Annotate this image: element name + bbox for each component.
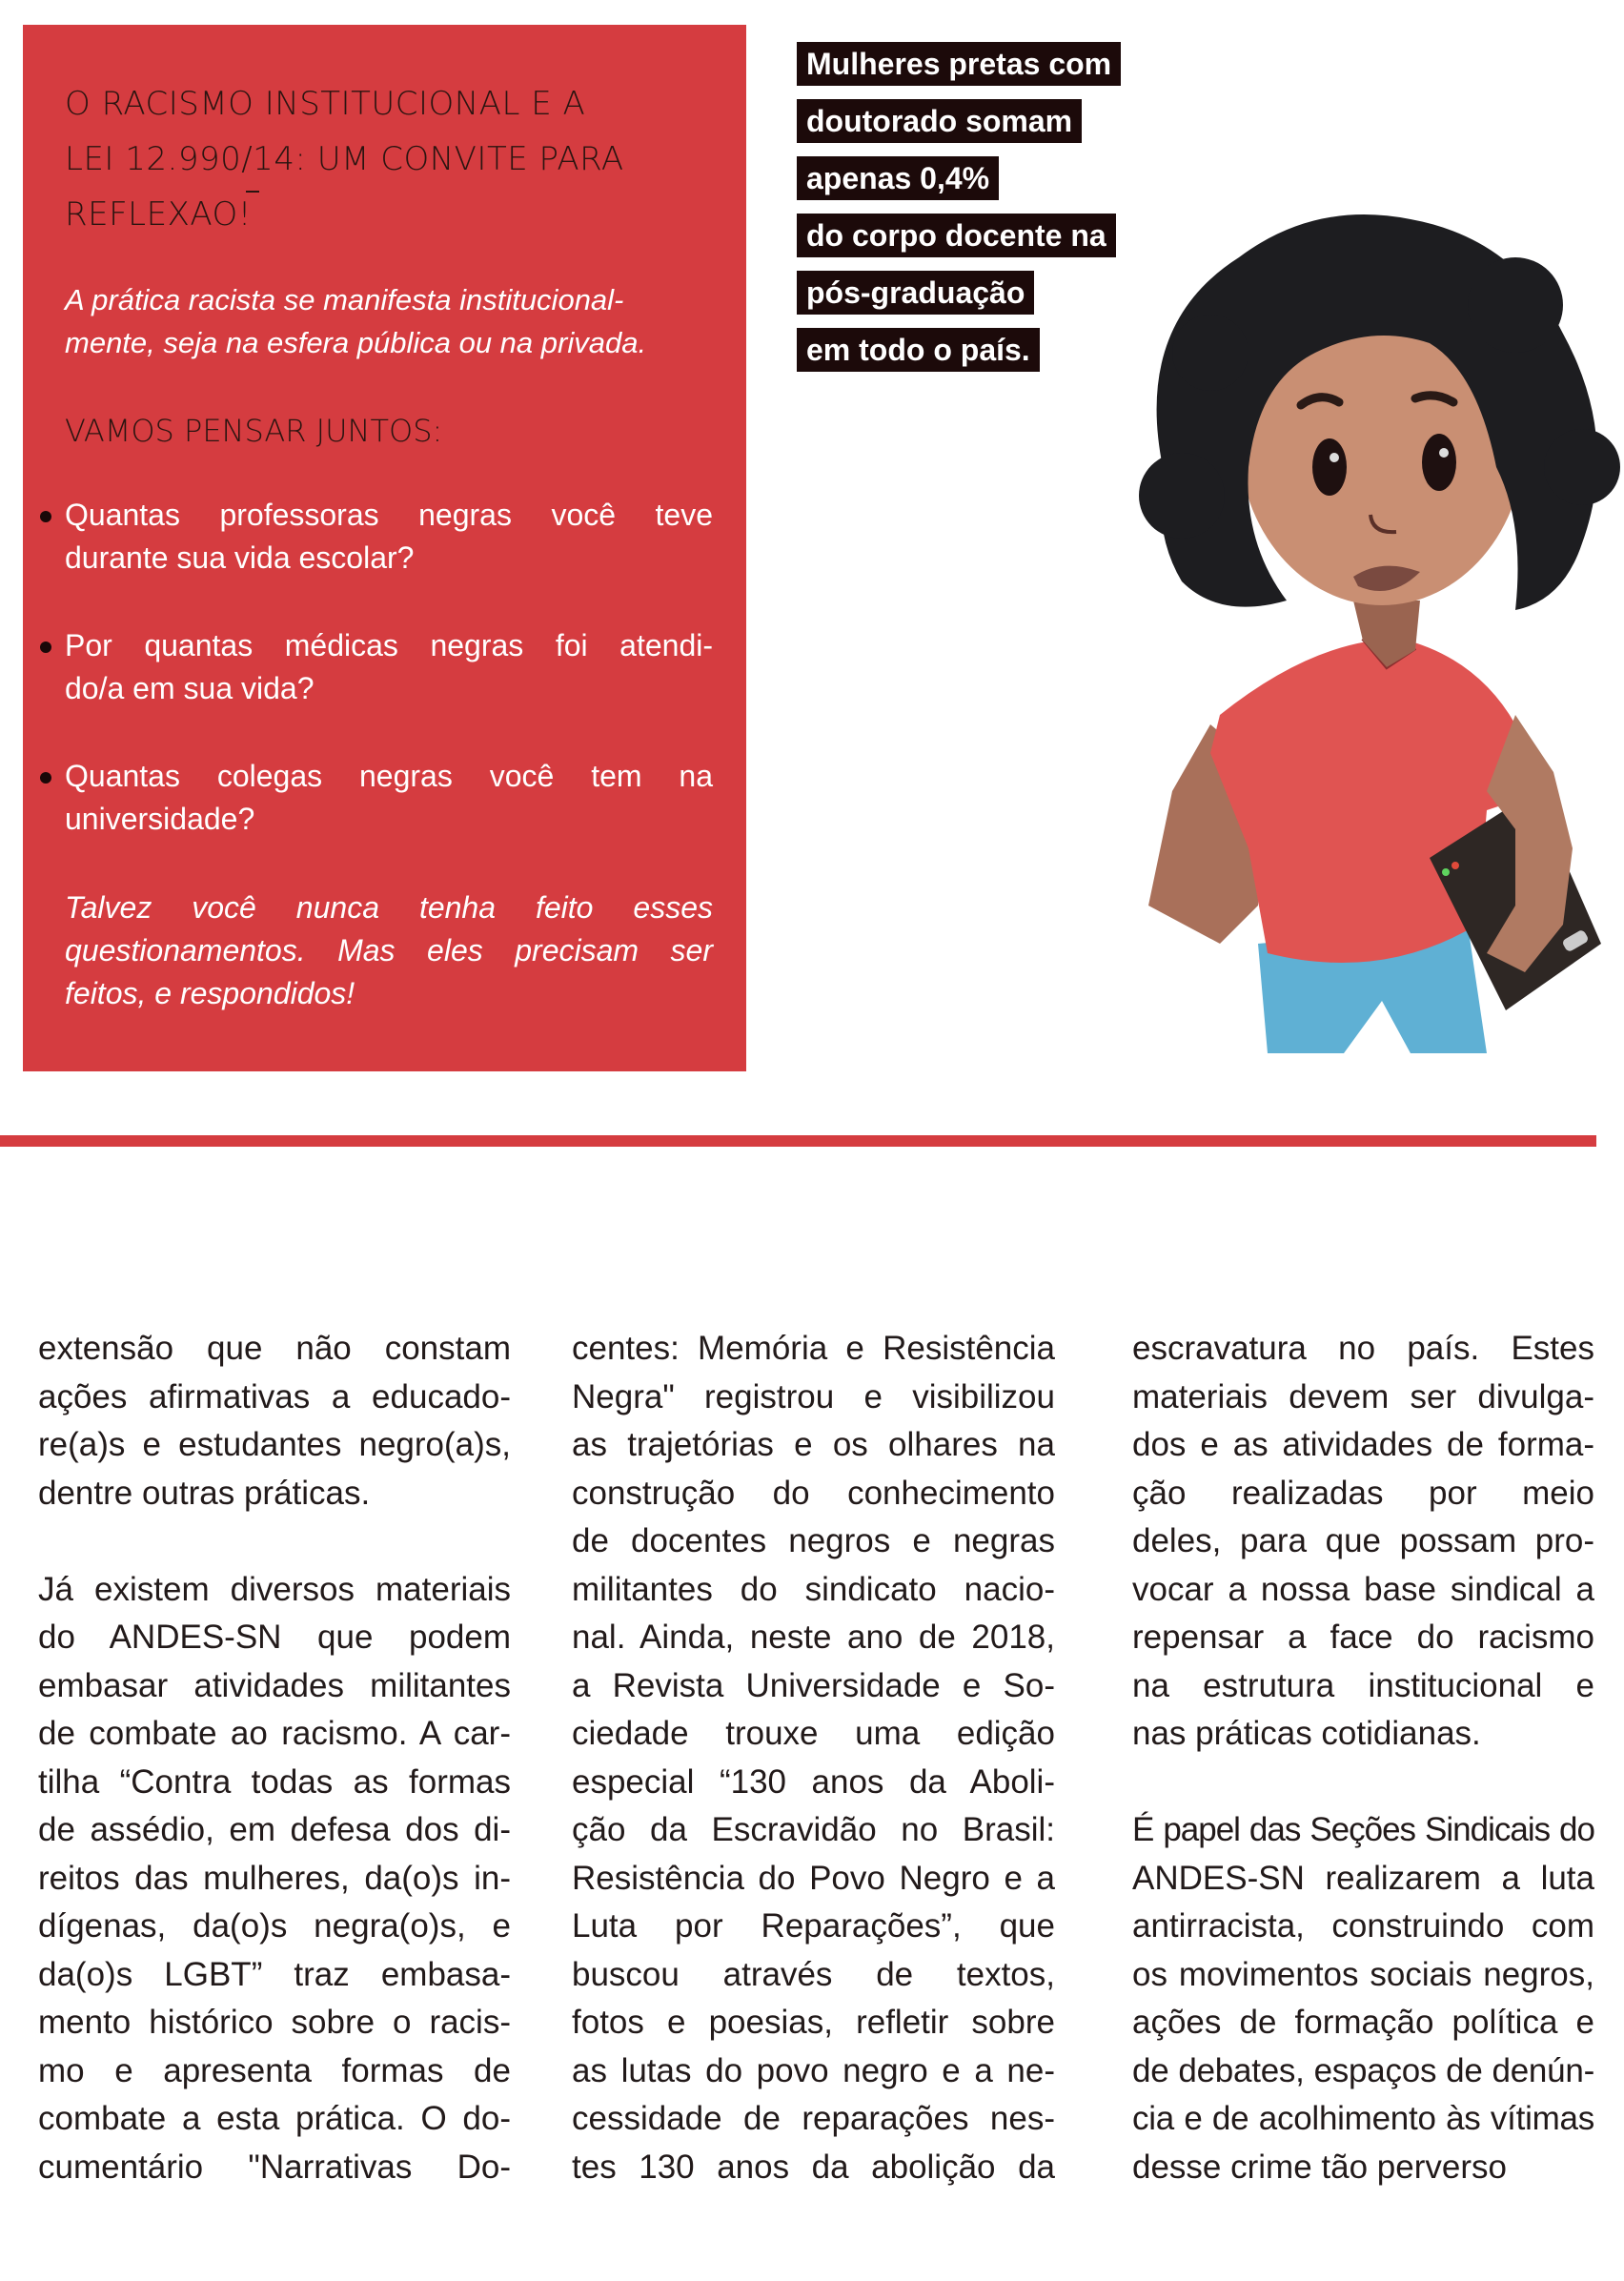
bullet-icon	[40, 772, 51, 784]
article-column-1	[38, 1325, 511, 2191]
question-item	[65, 755, 713, 841]
text-line: materiais devem ser divulga-	[1132, 1377, 1594, 1415]
text-line: ações de formação política e	[1132, 2004, 1594, 2041]
left-eye	[1312, 438, 1347, 496]
question-line: do/a em sua vida?	[65, 671, 315, 705]
text-line: deles, para que possam pro-	[1132, 1522, 1594, 1559]
callout-text: pós-graduação	[797, 271, 1034, 315]
title-line: LEI 12.990/14: UM CONVITE PARA	[65, 140, 624, 178]
paragraph-gap	[38, 1517, 511, 1566]
callout-text: do corpo docente na	[797, 214, 1116, 257]
text-line: Resistência do Povo Negro e a	[572, 1859, 1055, 1897]
text-line: tilha “Contra todas as formas	[38, 1762, 511, 1801]
section-divider	[0, 1135, 1596, 1147]
text-line: fotos e poesias, refletir sobre	[572, 2004, 1055, 2041]
closing-line: questionamentos. Mas eles precisam ser	[65, 933, 713, 967]
box-intro	[65, 278, 713, 364]
text-line: as trajetórias e os olhares na	[572, 1426, 1055, 1463]
text-line: embasar atividades militantes	[38, 1666, 511, 1704]
intro-line: mente, seja na esfera pública ou na privada.	[65, 326, 647, 359]
accent-mark	[246, 191, 259, 193]
text-line: de docentes negros e negras	[572, 1522, 1055, 1559]
text-line: escravatura no país. Estes	[1132, 1330, 1594, 1367]
closing-line: Talvez você nunca tenha feito esses	[65, 890, 713, 925]
text-line: de debates, espaços de denún-	[1132, 2051, 1594, 2089]
text-line: mento histórico sobre o racis-	[38, 2004, 511, 2041]
bullet-icon	[40, 511, 51, 522]
text-line: cumentário "Narrativas Do-	[38, 2148, 511, 2186]
callout-line	[797, 99, 1121, 143]
text-line: combate a esta prática. O do-	[38, 2100, 511, 2137]
box-closing	[65, 886, 713, 1015]
callout-text: Mulheres pretas com	[797, 42, 1121, 86]
text-line: É papel das Seções Sindicais do	[1132, 1811, 1594, 1848]
text-line: ANDES-SN realizarem a luta	[1132, 1859, 1594, 1897]
callout-line	[797, 42, 1121, 86]
article-column-3	[1132, 1325, 1594, 2191]
text-line: dígenas, da(o)s negra(o)s, e	[38, 1907, 511, 1945]
title-line: REFLEXAO!	[65, 195, 252, 234]
closing-line: feitos, e respondidos!	[65, 976, 355, 1010]
text-line: as lutas do povo negro e a ne-	[572, 2051, 1055, 2089]
text-line: centes: Memória e Resistência	[572, 1330, 1055, 1367]
text-line: cia e de acolhimento às vítimas	[1132, 2100, 1594, 2137]
text-line: buscou através de textos,	[572, 1955, 1055, 1993]
text-line: antirracista, construindo com	[1132, 1907, 1594, 1945]
intro-line: A prática racista se manifesta institucional-	[65, 283, 624, 316]
title-line: O RACISMO INSTITUCIONAL E A	[65, 85, 586, 123]
question-line: Quantas colegas negras você tem na	[65, 759, 713, 793]
question-line: durante sua vida escolar?	[65, 540, 415, 575]
text-line: militantes do sindicato nacio-	[572, 1570, 1055, 1608]
text-line: dos e as atividades de forma-	[1132, 1426, 1594, 1463]
text-line: extensão que não constam	[38, 1330, 511, 1367]
article-column-2	[572, 1325, 1055, 2191]
text-line: ção da Escravidão no Brasil:	[572, 1811, 1055, 1848]
text-line: de combate ao racismo. A car-	[38, 1715, 511, 1752]
text-line: desse crime tão perverso	[1132, 2148, 1507, 2186]
question-line: Por quantas médicas negras foi atendi-	[65, 628, 713, 662]
text-line: ciedade trouxe uma edição	[572, 1715, 1055, 1752]
right-eye	[1422, 434, 1456, 491]
text-line: de assédio, em defesa dos di-	[38, 1811, 511, 1848]
question-item	[65, 624, 713, 710]
text-line: vocar a nossa base sindical a	[1132, 1570, 1594, 1608]
text-line: repensar a face do racismo	[1132, 1619, 1594, 1656]
callout-text: em todo o país.	[797, 328, 1040, 372]
bullet-icon	[40, 642, 51, 653]
text-line: nas práticas cotidianas.	[1132, 1715, 1481, 1752]
box-title	[65, 76, 694, 242]
callout-text: doutorado somam	[797, 99, 1082, 143]
text-line: Negra" registrou e visibilizou	[572, 1377, 1055, 1415]
question-line: universidade?	[65, 802, 255, 836]
text-line: tes 130 anos da abolição da	[572, 2148, 1055, 2186]
woman-illustration	[1067, 181, 1624, 1058]
paragraph-gap	[1132, 1759, 1594, 1807]
text-line: Já existem diversos materiais	[38, 1570, 511, 1608]
text-line: ações afirmativas a educado-	[38, 1377, 511, 1415]
question-line: Quantas professoras negras você teve	[65, 498, 713, 532]
text-line: nal. Ainda, neste ano de 2018,	[572, 1619, 1055, 1656]
text-line: a Revista Universidade e So-	[572, 1666, 1055, 1704]
text-line: da(o)s LGBT” traz embasa-	[38, 1955, 511, 1993]
question-item	[65, 494, 713, 580]
callout-text: apenas 0,4%	[797, 156, 999, 200]
text-line: Luta por Reparações”, que	[572, 1907, 1055, 1945]
text-line: re(a)s e estudantes negro(a)s,	[38, 1426, 511, 1463]
text-line: mo e apresenta formas de	[38, 2051, 511, 2089]
text-line: reitos das mulheres, da(o)s in-	[38, 1859, 511, 1897]
box-subheading: VAMOS PENSAR JUNTOS:	[65, 413, 443, 449]
text-line: do ANDES-SN que podem	[38, 1619, 511, 1656]
text-line: ção realizadas por meio	[1132, 1474, 1594, 1512]
text-line: dentre outras práticas.	[38, 1474, 371, 1512]
text-line: os movimentos sociais negros,	[1132, 1955, 1594, 1993]
text-line: especial “130 anos da Aboli-	[572, 1762, 1055, 1801]
text-line: na estrutura institucional e	[1132, 1666, 1594, 1704]
text-line: construção do conhecimento	[572, 1474, 1055, 1512]
text-line: cessidade de reparações nes-	[572, 2100, 1055, 2137]
